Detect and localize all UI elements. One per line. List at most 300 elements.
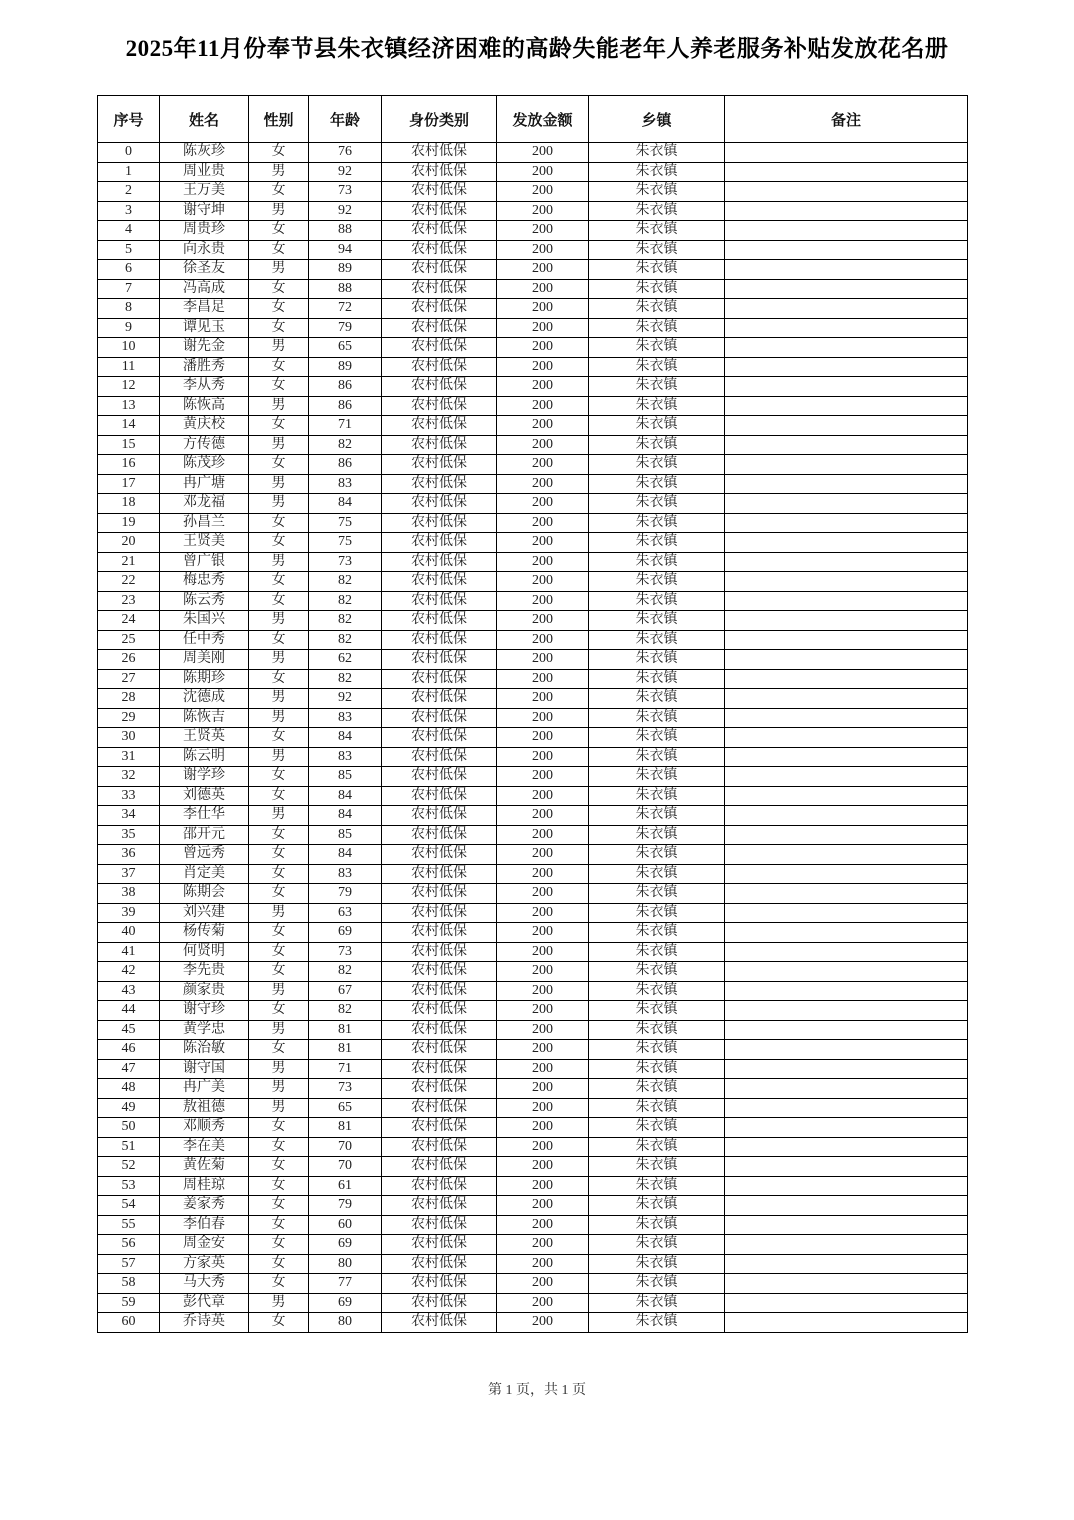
cell-category: 农村低保	[382, 1254, 497, 1274]
cell-amount: 200	[497, 864, 589, 884]
cell-remark	[725, 279, 968, 299]
cell-township: 朱衣镇	[589, 240, 725, 260]
cell-name: 陈云明	[160, 747, 249, 767]
cell-index: 46	[98, 1040, 160, 1060]
cell-gender: 女	[249, 630, 309, 650]
cell-amount: 200	[497, 1098, 589, 1118]
cell-index: 8	[98, 299, 160, 319]
cell-index: 40	[98, 923, 160, 943]
cell-age: 71	[309, 416, 382, 436]
cell-category: 农村低保	[382, 201, 497, 221]
cell-age: 85	[309, 825, 382, 845]
cell-township: 朱衣镇	[589, 377, 725, 397]
cell-age: 88	[309, 221, 382, 241]
cell-amount: 200	[497, 728, 589, 748]
cell-township: 朱衣镇	[589, 825, 725, 845]
cell-index: 14	[98, 416, 160, 436]
cell-township: 朱衣镇	[589, 864, 725, 884]
cell-amount: 200	[497, 650, 589, 670]
cell-gender: 男	[249, 1293, 309, 1313]
cell-name: 陈期会	[160, 884, 249, 904]
cell-amount: 200	[497, 143, 589, 163]
cell-age: 82	[309, 435, 382, 455]
table-row	[98, 260, 968, 280]
cell-name: 朱国兴	[160, 611, 249, 631]
cell-category: 农村低保	[382, 1176, 497, 1196]
cell-index: 28	[98, 689, 160, 709]
cell-age: 92	[309, 201, 382, 221]
cell-remark	[725, 143, 968, 163]
cell-gender: 女	[249, 318, 309, 338]
cell-name: 周贵珍	[160, 221, 249, 241]
cell-index: 24	[98, 611, 160, 631]
table-row	[98, 162, 968, 182]
table-row	[98, 1020, 968, 1040]
cell-name: 谢守珍	[160, 1001, 249, 1021]
table-row	[98, 377, 968, 397]
cell-remark	[725, 455, 968, 475]
cell-remark	[725, 1020, 968, 1040]
cell-gender: 女	[249, 942, 309, 962]
table-row	[98, 279, 968, 299]
cell-index: 54	[98, 1196, 160, 1216]
cell-township: 朱衣镇	[589, 1254, 725, 1274]
cell-index: 9	[98, 318, 160, 338]
cell-index: 19	[98, 513, 160, 533]
cell-township: 朱衣镇	[589, 689, 725, 709]
cell-name: 王万美	[160, 182, 249, 202]
cell-index: 0	[98, 143, 160, 163]
cell-category: 农村低保	[382, 903, 497, 923]
cell-amount: 200	[497, 962, 589, 982]
cell-index: 58	[98, 1274, 160, 1294]
cell-gender: 女	[249, 572, 309, 592]
cell-age: 80	[309, 1313, 382, 1333]
table-row	[98, 591, 968, 611]
cell-index: 38	[98, 884, 160, 904]
cell-amount: 200	[497, 981, 589, 1001]
cell-name: 周美刚	[160, 650, 249, 670]
cell-remark	[725, 611, 968, 631]
cell-index: 1	[98, 162, 160, 182]
cell-township: 朱衣镇	[589, 962, 725, 982]
cell-gender: 男	[249, 552, 309, 572]
cell-name: 李先贵	[160, 962, 249, 982]
cell-amount: 200	[497, 1137, 589, 1157]
cell-age: 75	[309, 513, 382, 533]
cell-index: 30	[98, 728, 160, 748]
cell-remark	[725, 513, 968, 533]
cell-amount: 200	[497, 611, 589, 631]
cell-name: 陈治敏	[160, 1040, 249, 1060]
cell-category: 农村低保	[382, 962, 497, 982]
cell-gender: 男	[249, 338, 309, 358]
cell-name: 任中秀	[160, 630, 249, 650]
cell-amount: 200	[497, 1176, 589, 1196]
cell-index: 7	[98, 279, 160, 299]
cell-age: 89	[309, 357, 382, 377]
table-row	[98, 1196, 968, 1216]
cell-township: 朱衣镇	[589, 416, 725, 436]
cell-township: 朱衣镇	[589, 786, 725, 806]
cell-remark	[725, 1118, 968, 1138]
cell-age: 73	[309, 942, 382, 962]
cell-age: 65	[309, 338, 382, 358]
cell-amount: 200	[497, 1313, 589, 1333]
cell-amount: 200	[497, 572, 589, 592]
cell-township: 朱衣镇	[589, 1293, 725, 1313]
cell-name: 谢先金	[160, 338, 249, 358]
cell-index: 39	[98, 903, 160, 923]
cell-remark	[725, 923, 968, 943]
table-row	[98, 533, 968, 553]
cell-amount: 200	[497, 1001, 589, 1021]
cell-gender: 女	[249, 1118, 309, 1138]
cell-category: 农村低保	[382, 708, 497, 728]
cell-category: 农村低保	[382, 221, 497, 241]
cell-gender: 女	[249, 357, 309, 377]
cell-age: 81	[309, 1040, 382, 1060]
cell-category: 农村低保	[382, 942, 497, 962]
cell-age: 85	[309, 767, 382, 787]
table-row	[98, 942, 968, 962]
table-row	[98, 708, 968, 728]
cell-remark	[725, 552, 968, 572]
cell-gender: 女	[249, 221, 309, 241]
cell-category: 农村低保	[382, 767, 497, 787]
cell-remark	[725, 162, 968, 182]
cell-index: 17	[98, 474, 160, 494]
cell-index: 26	[98, 650, 160, 670]
cell-name: 周业贵	[160, 162, 249, 182]
cell-category: 农村低保	[382, 533, 497, 553]
cell-amount: 200	[497, 435, 589, 455]
table-row	[98, 318, 968, 338]
cell-category: 农村低保	[382, 650, 497, 670]
cell-amount: 200	[497, 1059, 589, 1079]
cell-township: 朱衣镇	[589, 279, 725, 299]
cell-name: 谭见玉	[160, 318, 249, 338]
cell-index: 47	[98, 1059, 160, 1079]
cell-remark	[725, 1157, 968, 1177]
cell-index: 12	[98, 377, 160, 397]
cell-name: 向永贵	[160, 240, 249, 260]
cell-gender: 女	[249, 1254, 309, 1274]
cell-gender: 女	[249, 669, 309, 689]
cell-index: 21	[98, 552, 160, 572]
cell-age: 79	[309, 884, 382, 904]
cell-category: 农村低保	[382, 728, 497, 748]
table-row	[98, 143, 968, 163]
cell-index: 10	[98, 338, 160, 358]
cell-age: 76	[309, 143, 382, 163]
table-row	[98, 1215, 968, 1235]
cell-township: 朱衣镇	[589, 1040, 725, 1060]
cell-age: 86	[309, 455, 382, 475]
cell-category: 农村低保	[382, 1040, 497, 1060]
cell-amount: 200	[497, 1274, 589, 1294]
cell-age: 81	[309, 1118, 382, 1138]
cell-age: 69	[309, 1293, 382, 1313]
cell-amount: 200	[497, 786, 589, 806]
cell-township: 朱衣镇	[589, 435, 725, 455]
table-row	[98, 1137, 968, 1157]
cell-name: 刘兴建	[160, 903, 249, 923]
cell-gender: 男	[249, 435, 309, 455]
cell-amount: 200	[497, 845, 589, 865]
cell-name: 沈德成	[160, 689, 249, 709]
cell-remark	[725, 1215, 968, 1235]
cell-gender: 女	[249, 416, 309, 436]
cell-age: 60	[309, 1215, 382, 1235]
cell-name: 谢守国	[160, 1059, 249, 1079]
cell-category: 农村低保	[382, 1001, 497, 1021]
cell-name: 黄庆校	[160, 416, 249, 436]
cell-township: 朱衣镇	[589, 143, 725, 163]
cell-name: 陈恢高	[160, 396, 249, 416]
table-row	[98, 513, 968, 533]
cell-name: 潘胜秀	[160, 357, 249, 377]
cell-category: 农村低保	[382, 1293, 497, 1313]
cell-remark	[725, 728, 968, 748]
cell-amount: 200	[497, 591, 589, 611]
cell-remark	[725, 1079, 968, 1099]
cell-name: 马大秀	[160, 1274, 249, 1294]
cell-age: 84	[309, 845, 382, 865]
cell-name: 王贤英	[160, 728, 249, 748]
cell-category: 农村低保	[382, 474, 497, 494]
header-cell-name: 姓名	[160, 96, 249, 143]
cell-category: 农村低保	[382, 435, 497, 455]
cell-name: 曾远秀	[160, 845, 249, 865]
cell-amount: 200	[497, 806, 589, 826]
cell-gender: 女	[249, 1001, 309, 1021]
cell-gender: 女	[249, 786, 309, 806]
cell-amount: 200	[497, 513, 589, 533]
cell-remark	[725, 474, 968, 494]
cell-amount: 200	[497, 1235, 589, 1255]
cell-remark	[725, 591, 968, 611]
cell-age: 62	[309, 650, 382, 670]
cell-gender: 女	[249, 1157, 309, 1177]
table-row	[98, 299, 968, 319]
cell-category: 农村低保	[382, 611, 497, 631]
cell-index: 13	[98, 396, 160, 416]
cell-name: 黄佐菊	[160, 1157, 249, 1177]
cell-gender: 女	[249, 864, 309, 884]
cell-township: 朱衣镇	[589, 611, 725, 631]
cell-gender: 男	[249, 260, 309, 280]
cell-township: 朱衣镇	[589, 1118, 725, 1138]
cell-name: 李仕华	[160, 806, 249, 826]
cell-amount: 200	[497, 357, 589, 377]
cell-category: 农村低保	[382, 1215, 497, 1235]
cell-amount: 200	[497, 1118, 589, 1138]
table-row	[98, 552, 968, 572]
cell-remark	[725, 1254, 968, 1274]
cell-township: 朱衣镇	[589, 708, 725, 728]
cell-name: 黄学忠	[160, 1020, 249, 1040]
cell-remark	[725, 240, 968, 260]
cell-amount: 200	[497, 1196, 589, 1216]
cell-age: 82	[309, 962, 382, 982]
cell-name: 陈云秀	[160, 591, 249, 611]
cell-amount: 200	[497, 221, 589, 241]
cell-remark	[725, 864, 968, 884]
cell-gender: 女	[249, 591, 309, 611]
cell-name: 颜家贵	[160, 981, 249, 1001]
cell-remark	[725, 689, 968, 709]
cell-amount: 200	[497, 396, 589, 416]
table-row	[98, 923, 968, 943]
cell-category: 农村低保	[382, 1157, 497, 1177]
cell-gender: 男	[249, 1079, 309, 1099]
cell-index: 55	[98, 1215, 160, 1235]
cell-name: 曾广银	[160, 552, 249, 572]
cell-age: 67	[309, 981, 382, 1001]
cell-amount: 200	[497, 416, 589, 436]
table-row	[98, 1040, 968, 1060]
cell-name: 王贤美	[160, 533, 249, 553]
cell-index: 20	[98, 533, 160, 553]
cell-township: 朱衣镇	[589, 1235, 725, 1255]
cell-township: 朱衣镇	[589, 1157, 725, 1177]
cell-remark	[725, 416, 968, 436]
cell-index: 44	[98, 1001, 160, 1021]
cell-gender: 女	[249, 1313, 309, 1333]
cell-name: 何贤明	[160, 942, 249, 962]
cell-name: 周金安	[160, 1235, 249, 1255]
cell-township: 朱衣镇	[589, 845, 725, 865]
cell-category: 农村低保	[382, 1137, 497, 1157]
table-row	[98, 845, 968, 865]
cell-gender: 女	[249, 1137, 309, 1157]
cell-age: 83	[309, 474, 382, 494]
cell-age: 88	[309, 279, 382, 299]
cell-name: 方传德	[160, 435, 249, 455]
cell-name: 陈期珍	[160, 669, 249, 689]
cell-township: 朱衣镇	[589, 182, 725, 202]
cell-remark	[725, 1137, 968, 1157]
cell-gender: 女	[249, 240, 309, 260]
cell-amount: 200	[497, 377, 589, 397]
cell-amount: 200	[497, 201, 589, 221]
cell-remark	[725, 1274, 968, 1294]
cell-remark	[725, 630, 968, 650]
cell-remark	[725, 1293, 968, 1313]
cell-category: 农村低保	[382, 162, 497, 182]
cell-category: 农村低保	[382, 981, 497, 1001]
cell-amount: 200	[497, 1157, 589, 1177]
table-row	[98, 630, 968, 650]
table-row	[98, 396, 968, 416]
cell-gender: 男	[249, 1020, 309, 1040]
cell-gender: 女	[249, 182, 309, 202]
table-row	[98, 903, 968, 923]
cell-township: 朱衣镇	[589, 728, 725, 748]
cell-gender: 男	[249, 903, 309, 923]
cell-name: 冯高成	[160, 279, 249, 299]
cell-category: 农村低保	[382, 416, 497, 436]
table-row	[98, 728, 968, 748]
cell-remark	[725, 396, 968, 416]
cell-index: 34	[98, 806, 160, 826]
cell-remark	[725, 942, 968, 962]
cell-township: 朱衣镇	[589, 1313, 725, 1333]
cell-name: 梅忠秀	[160, 572, 249, 592]
header-cell-amount: 发放金额	[497, 96, 589, 143]
cell-age: 84	[309, 494, 382, 514]
cell-gender: 女	[249, 1235, 309, 1255]
cell-amount: 200	[497, 825, 589, 845]
cell-township: 朱衣镇	[589, 923, 725, 943]
cell-category: 农村低保	[382, 630, 497, 650]
cell-remark	[725, 669, 968, 689]
cell-category: 农村低保	[382, 923, 497, 943]
table-row	[98, 455, 968, 475]
cell-name: 孙昌兰	[160, 513, 249, 533]
cell-index: 23	[98, 591, 160, 611]
cell-age: 84	[309, 728, 382, 748]
table-row	[98, 1157, 968, 1177]
cell-category: 农村低保	[382, 1079, 497, 1099]
cell-township: 朱衣镇	[589, 1196, 725, 1216]
cell-gender: 女	[249, 377, 309, 397]
cell-age: 80	[309, 1254, 382, 1274]
cell-age: 86	[309, 377, 382, 397]
cell-category: 农村低保	[382, 1098, 497, 1118]
table-row	[98, 338, 968, 358]
table-row	[98, 572, 968, 592]
cell-remark	[725, 221, 968, 241]
cell-amount: 200	[497, 630, 589, 650]
cell-index: 25	[98, 630, 160, 650]
cell-township: 朱衣镇	[589, 1059, 725, 1079]
header-cell-gender: 性别	[249, 96, 309, 143]
cell-gender: 女	[249, 1215, 309, 1235]
cell-age: 82	[309, 669, 382, 689]
cell-index: 53	[98, 1176, 160, 1196]
cell-age: 82	[309, 591, 382, 611]
cell-age: 82	[309, 572, 382, 592]
cell-category: 农村低保	[382, 1118, 497, 1138]
cell-index: 29	[98, 708, 160, 728]
cell-remark	[725, 825, 968, 845]
cell-age: 73	[309, 182, 382, 202]
cell-name: 谢学珍	[160, 767, 249, 787]
cell-amount: 200	[497, 1079, 589, 1099]
cell-amount: 200	[497, 903, 589, 923]
cell-category: 农村低保	[382, 396, 497, 416]
cell-gender: 男	[249, 396, 309, 416]
cell-name: 邓龙福	[160, 494, 249, 514]
cell-amount: 200	[497, 260, 589, 280]
cell-index: 31	[98, 747, 160, 767]
cell-name: 李从秀	[160, 377, 249, 397]
cell-category: 农村低保	[382, 299, 497, 319]
cell-remark	[725, 806, 968, 826]
cell-amount: 200	[497, 552, 589, 572]
cell-name: 周桂琼	[160, 1176, 249, 1196]
cell-index: 59	[98, 1293, 160, 1313]
cell-age: 82	[309, 1001, 382, 1021]
cell-index: 35	[98, 825, 160, 845]
table-row	[98, 747, 968, 767]
table-row	[98, 357, 968, 377]
cell-amount: 200	[497, 1040, 589, 1060]
cell-gender: 男	[249, 981, 309, 1001]
cell-remark	[725, 299, 968, 319]
